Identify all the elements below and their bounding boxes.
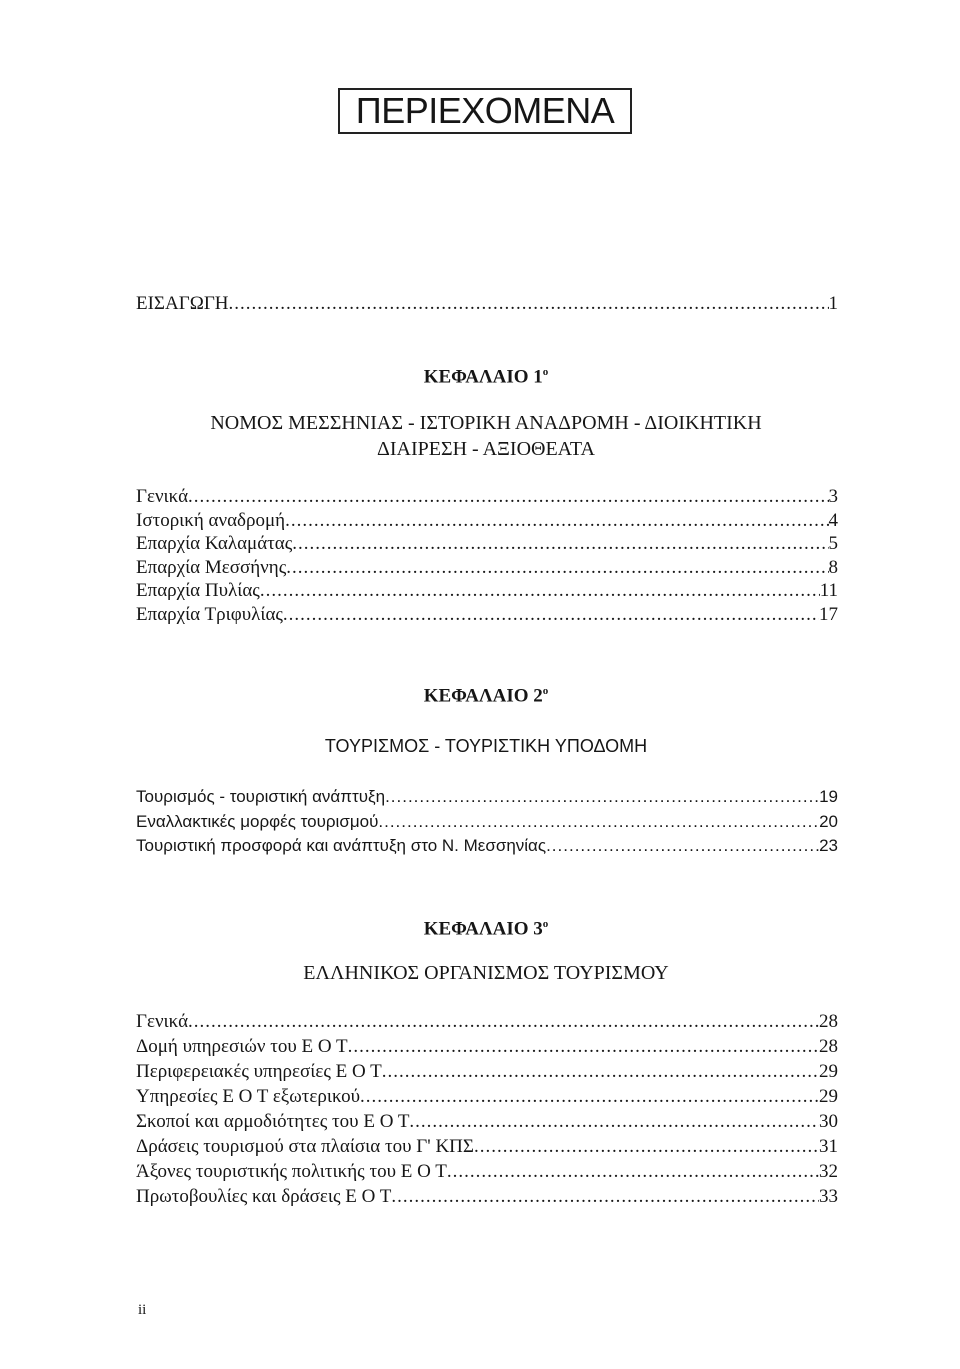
entry-label: Υπηρεσίες Ε Ο Τ εξωτερικού [136,1086,361,1107]
entry-page: 1 [828,293,838,314]
entry-page: 29 [819,1086,838,1107]
dot-leader [474,1136,819,1158]
toc-entry [136,510,838,534]
dot-leader [229,293,829,315]
toc-entry [136,787,838,812]
chapter-1-entries [136,486,838,627]
chapter-3-subtitle: ΕΛΛΗΝΙΚΟΣ ΟΡΓΑΝΙΣΜΟΣ ΤΟΥΡΙΣΜΟΥ [303,962,669,984]
page-title: ΠΕΡΙΕΧΟΜΕΝΑ [338,88,632,134]
page-number: ii [138,1302,147,1318]
dot-leader [188,1011,819,1033]
entry-page: 28 [819,1036,838,1057]
dot-leader [382,1061,819,1083]
dot-leader [360,1086,819,1108]
toc-entry [136,1036,838,1061]
entry-page: 33 [819,1186,838,1207]
entry-label: Πρωτοβουλίες και δράσεις Ε Ο Τ [136,1186,392,1207]
dot-leader [378,812,819,832]
dot-leader [188,486,828,508]
entry-page: 31 [819,1136,838,1157]
toc-entry [136,1061,838,1086]
toc-intro [136,293,838,315]
chapter-2-heading: ΚΕΦΑΛΑΙΟ $2^o$ [423,685,549,707]
entry-label: Επαρχία Πυλίας [136,580,260,601]
chapter-3-entries [136,1011,838,1211]
entry-page: 4 [828,509,838,531]
entry-label: Επαρχία Τριφυλίας [136,603,283,625]
entry-label: Δράσεις τουρισμού στα πλαίσια του Γ' ΚΠΣ [136,1136,474,1157]
chapter-1-subtitle: ΝΟΜΟΣ ΜΕΣΣΗΝΙΑΣ - ΙΣΤΟΡΙΚΗ ΑΝΑΔΡΟΜΗ - ΔΙΟΙΚΗΤΙΚΗ ΔΙΑΙΡΕΣΗ - ΑΞΙΟΘΕΑΤΑ [210,412,762,460]
dot-leader [385,787,819,807]
toc-entry [136,836,838,861]
toc-entry [136,1111,838,1136]
entry-page: 3 [828,486,838,507]
entry-label: Εναλλακτικές μορφές τουρισμού [136,811,379,831]
entry-label: Επαρχία Καλαμάτας [136,533,293,554]
toc-entry [136,486,838,510]
toc-entry [136,580,838,604]
entry-label: Τουρισμός - τουριστική ανάπτυξη [136,787,386,806]
dot-leader [260,580,820,602]
entry-page: 17 [819,603,838,625]
entry-page: 20 [819,811,838,831]
toc-entry [136,812,838,837]
chapter-2-subtitle: ΤΟΥΡΙΣΜΟΣ - ΤΟΥΡΙΣΤΙΚΗ ΥΠΟΔΟΜΗ [324,736,648,756]
dot-leader [283,604,819,626]
entry-page: 11 [819,580,838,601]
entry-label: Δομή υπηρεσιών του Ε Ο Τ [136,1036,348,1057]
dot-leader [286,557,828,579]
toc-entry [136,1186,838,1211]
dot-leader [348,1036,819,1058]
entry-page: 5 [828,533,838,554]
toc-entry [136,557,838,581]
dot-leader [409,1111,819,1133]
toc-entry-intro [136,293,838,315]
entry-label: Γενικά [136,486,189,507]
chapter-2-entries [136,787,838,861]
dot-leader [447,1161,819,1183]
entry-label: Γενικά [136,1011,189,1032]
dot-leader [285,510,828,532]
toc-entry [136,1136,838,1161]
entry-label: ΕΙΣΑΓΩΓΗ [136,293,229,314]
entry-page: 8 [828,556,838,578]
entry-page: 32 [819,1161,838,1182]
entry-page: 30 [819,1111,838,1132]
entry-page: 29 [819,1061,838,1082]
toc-entry [136,1086,838,1111]
chapter-3-heading: ΚΕΦΑΛΑΙΟ $3^o$ [423,918,549,940]
dot-leader [292,533,828,555]
chapter-1-heading: ΚΕΦΑΛΑΙΟ $1^o$ [423,366,549,388]
entry-page: 28 [819,1011,838,1032]
entry-page: 19 [819,787,838,806]
entry-label: Τουριστική προσφορά και ανάπτυξη στο Ν. Μεσσηνίας [136,836,547,855]
entry-label: Επαρχία Μεσσήνης [136,556,287,578]
dot-leader [546,836,819,856]
toc-entry [136,1011,838,1036]
toc-entry [136,1161,838,1186]
entry-label: Περιφερειακές υπηρεσίες Ε Ο Τ [136,1061,382,1082]
toc-entry [136,604,838,628]
entry-page: 23 [819,836,838,855]
dot-leader [391,1186,819,1208]
entry-label: Άξονες τουριστικής πολιτικής του Ε Ο Τ [136,1161,447,1182]
entry-label: Σκοποί και αρμοδιότητες του Ε Ο Τ [136,1111,410,1132]
entry-label: Ιστορική αναδρομή [136,509,286,531]
toc-entry [136,533,838,557]
